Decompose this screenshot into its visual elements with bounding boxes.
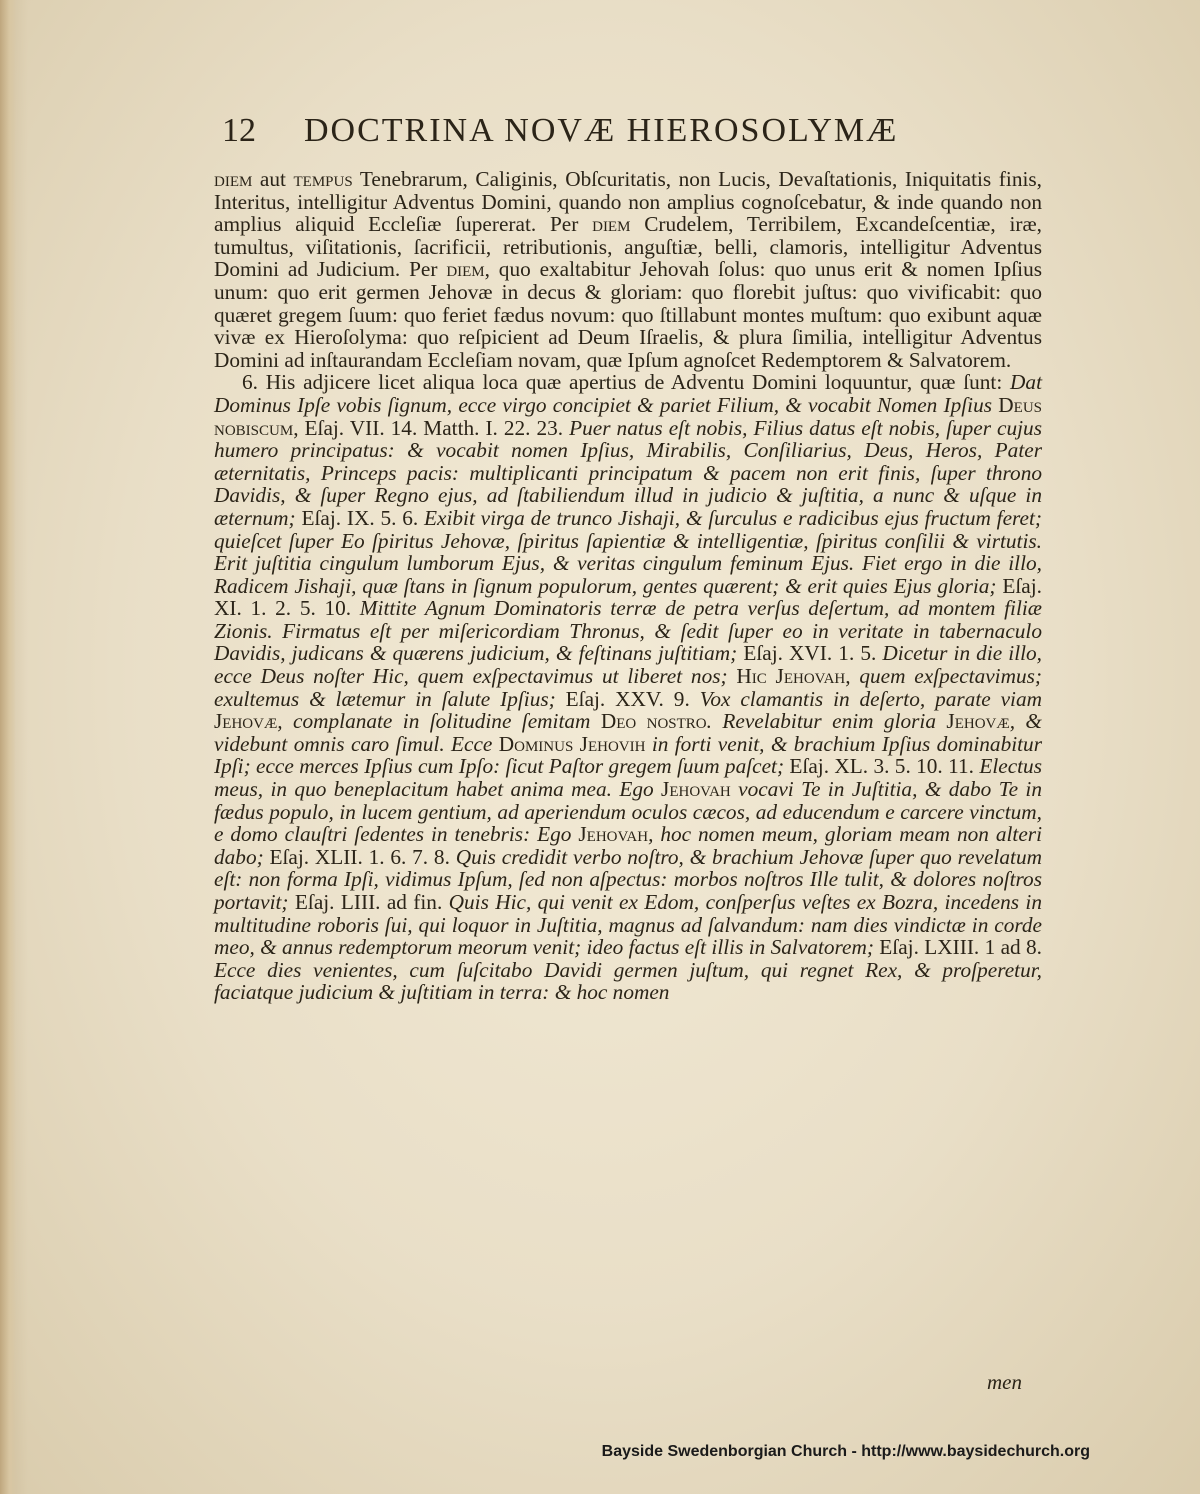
text-span: diem xyxy=(446,257,485,282)
text-span: Deo noſtro xyxy=(590,709,707,734)
site-watermark: Bayside Swedenborgian Church - http://www.baysidechurch.org xyxy=(601,1443,1090,1460)
text-span: Jehovæ xyxy=(936,709,1010,734)
quotation: Ecce dies venientes, cum ſuſcitabo Davidi germen juſtum, qui regnet Rex, & proſperetur, faciatque judicium & juſtitiam in terra: & hoc nomen xyxy=(214,957,1042,1005)
quotation: Puer natus eſt nobis, Filius datus eſt nobis, ſuper cujus humero principatus: & vocabit nomen Ipſius, Mirabilis, Conſiliarius, Deus, Heros, Pater æternitatis, Princeps pacis: multiplicanti principatum & pacem non erit finis, ſuper throno Davidis, & ſuper Regno ejus, ad ſtabiliendum illud in judicio & juſtitia, a nunc & uſque in æternum; xyxy=(214,415,1042,530)
quotation: vocavi Te in Juſtitia, & dabo Te in fædus populo, in lucem gentium, ad aperiendum oculos cæcos, ad educendum e carcere vinctum, e domo clauſtri ſedentes in tenebris: Ego xyxy=(214,777,1042,847)
quotation: in forti venit, & brachium Ipſius dominabitur Ipſi; ecce merces Ipſius cum Ipſo: ſicut Paſtor gregem ſuum paſcet; xyxy=(214,731,1042,779)
page-header xyxy=(222,112,982,162)
citation: , Eſaj. VII. 14. Matth. I. 22. 23. xyxy=(293,415,570,440)
text-span: Crudelem, Terribilem, Excandeſcentiæ, iræ, tumultus, viſitationis, ſacrificii, retributionis, anguſtiæ, belli, clamoris, intelligitur Adventus Domini ad Judicium. Per xyxy=(214,212,1042,282)
page-number: 12 xyxy=(222,112,256,149)
citation: Eſaj. LIII. ad fin. xyxy=(288,890,449,914)
quotation: , quem exſpectavimus; exultemus & lætemur in ſalute Ipſius; xyxy=(214,664,1042,711)
text-span: , quo exaltabitur Jehovah ſolus: quo unus erit & nomen Ipſius unum: quo erit germen Jehovæ in decus & gloriam: quo florebit juſtus: quo vivificabit: quo quæret gregem ſuum: quo feriet fædus novum: quo ſtillabunt montes muſtum: quo exibunt aquæ vivæ ex Hieroſolyma: quo reſpicient ad Deum Iſraelis, & plura ſimilia, intelligitur Adventus Domini ad inſtaurandam Eccleſiam novam, quæ Ipſum agnoſcet Redemptorem & Salvatorem. xyxy=(214,257,1043,372)
text-span: tempus xyxy=(293,167,353,191)
text-span: Jehovah xyxy=(571,822,649,847)
paragraph-1 xyxy=(214,168,1042,371)
text-span: Dominus Jehovih xyxy=(492,731,646,756)
text-span: Hic Jehovah xyxy=(727,664,846,689)
quotation: Exibit virga de trunco Jishaji, & ſurculus e radicibus ejus fructum feret; quieſcet ſuper Eo ſpiritus Jehovæ, ſpiritus ſapientiæ & intelligentiæ, ſpiritus conſilii & virtutis. Erit juſtitia cingulum lumborum Ejus, & veritas cingulum feminum Ejus. Fiet ergo in die illo, Radicem Jishaji, quæ ſtans in ſignum populorum, gentes quærent; & erit quies Ejus gloria; xyxy=(214,505,1042,598)
text-span: diem xyxy=(592,212,631,237)
citation: Eſaj. XLII. 1. 6. 7. 8. xyxy=(263,844,456,869)
text-span: Jehovah xyxy=(653,777,731,802)
page-binding-edge xyxy=(0,0,16,1494)
quotation: Quis Hic, qui venit ex Edom, conſperſus veſtes ex Bozra, incedens in multitudine roboris ſui, qui loquor in Juſtitia, magnus ad ſalvandum: nam dies vindictæ in corde meo, & annus redemptorum meorum venit; ideo factus eſt illis in Salvatorem; xyxy=(214,890,1042,960)
quotation: Mittite Agnum Dominatoris terræ de petra verſus deſertum, ad montem filiæ Zionis. Firmatus eſt per miſericordiam Thronus, & ſedit ſuper eo in veritate in tabernaculo Davidis, judicans & quærens judicium, & feſtinans juſtitiam; xyxy=(214,596,1042,666)
quotation: , hoc nomen meum, gloriam meam non alteri dabo; xyxy=(214,822,1043,869)
text-span: aut xyxy=(252,167,294,191)
text-span: Tenebrarum, Caliginis, Obſcuritatis, non Lucis, Devaſtationis, Iniquitatis finis, Interitus, intelligitur Adventus Domini, quando non amplius cognoſcebatur, & inde quando non amplius aliquid Eccleſiæ ſupererat. Per xyxy=(214,167,1042,237)
text-span: Deus nobiscum xyxy=(214,392,1042,440)
quotation: , complanate in ſolitudine ſemitam xyxy=(277,709,591,734)
citation: Eſaj. XI. 1. 2. 5. 10. xyxy=(214,573,1042,621)
quotation: Electus meus, in quo beneplacitum habet anima mea. Ego xyxy=(214,754,1042,802)
catchword: men xyxy=(987,1370,1022,1394)
citation: Eſaj. XL. 3. 5. 10. 11. xyxy=(784,754,980,779)
text-span: diem xyxy=(214,167,253,191)
body-text xyxy=(214,168,1042,1004)
text-span: 6. His adjicere licet aliqua loca quæ apertius de Adventu Domini loquuntur, quæ ſunt: xyxy=(242,370,1011,395)
quotation: Vox clamantis in deſerto, parate viam xyxy=(699,686,1043,711)
citation: Eſaj. XVI. 1. 5. xyxy=(737,641,883,666)
running-title: DOCTRINA NOVÆ HIEROSOLYMÆ xyxy=(304,112,899,149)
citation: Eſaj. XXV. 9. xyxy=(555,686,700,711)
quotation: Dicetur in die illo, ecce Deus noſter Hic, quem exſpectavimus ut liberet nos; xyxy=(214,641,1042,689)
paragraph-2 xyxy=(214,371,1042,1004)
quotation: , & videbunt omnis caro ſimul. Ecce xyxy=(214,709,1042,756)
citation: Eſaj. LXIII. 1 ad 8. xyxy=(873,935,1042,960)
quotation: . Revelabitur enim gloria xyxy=(706,709,936,734)
quotation: Quis credidit verbo noſtro, & brachium Jehovæ ſuper quo revelatum eſt: non forma Ipſi, vidimus Ipſum, ſed non aſpectus: morbos noſtros Ille tulit, & dolores noſtros portavit; xyxy=(214,844,1042,914)
quotation: Dat Dominus Ipſe vobis ſignum, ecce virgo concipiet & pariet Filium, & vocabit Nomen Ipſius xyxy=(214,370,1042,417)
text-span: Jehovæ xyxy=(214,709,278,734)
citation: Eſaj. IX. 5. 6. xyxy=(295,505,424,530)
